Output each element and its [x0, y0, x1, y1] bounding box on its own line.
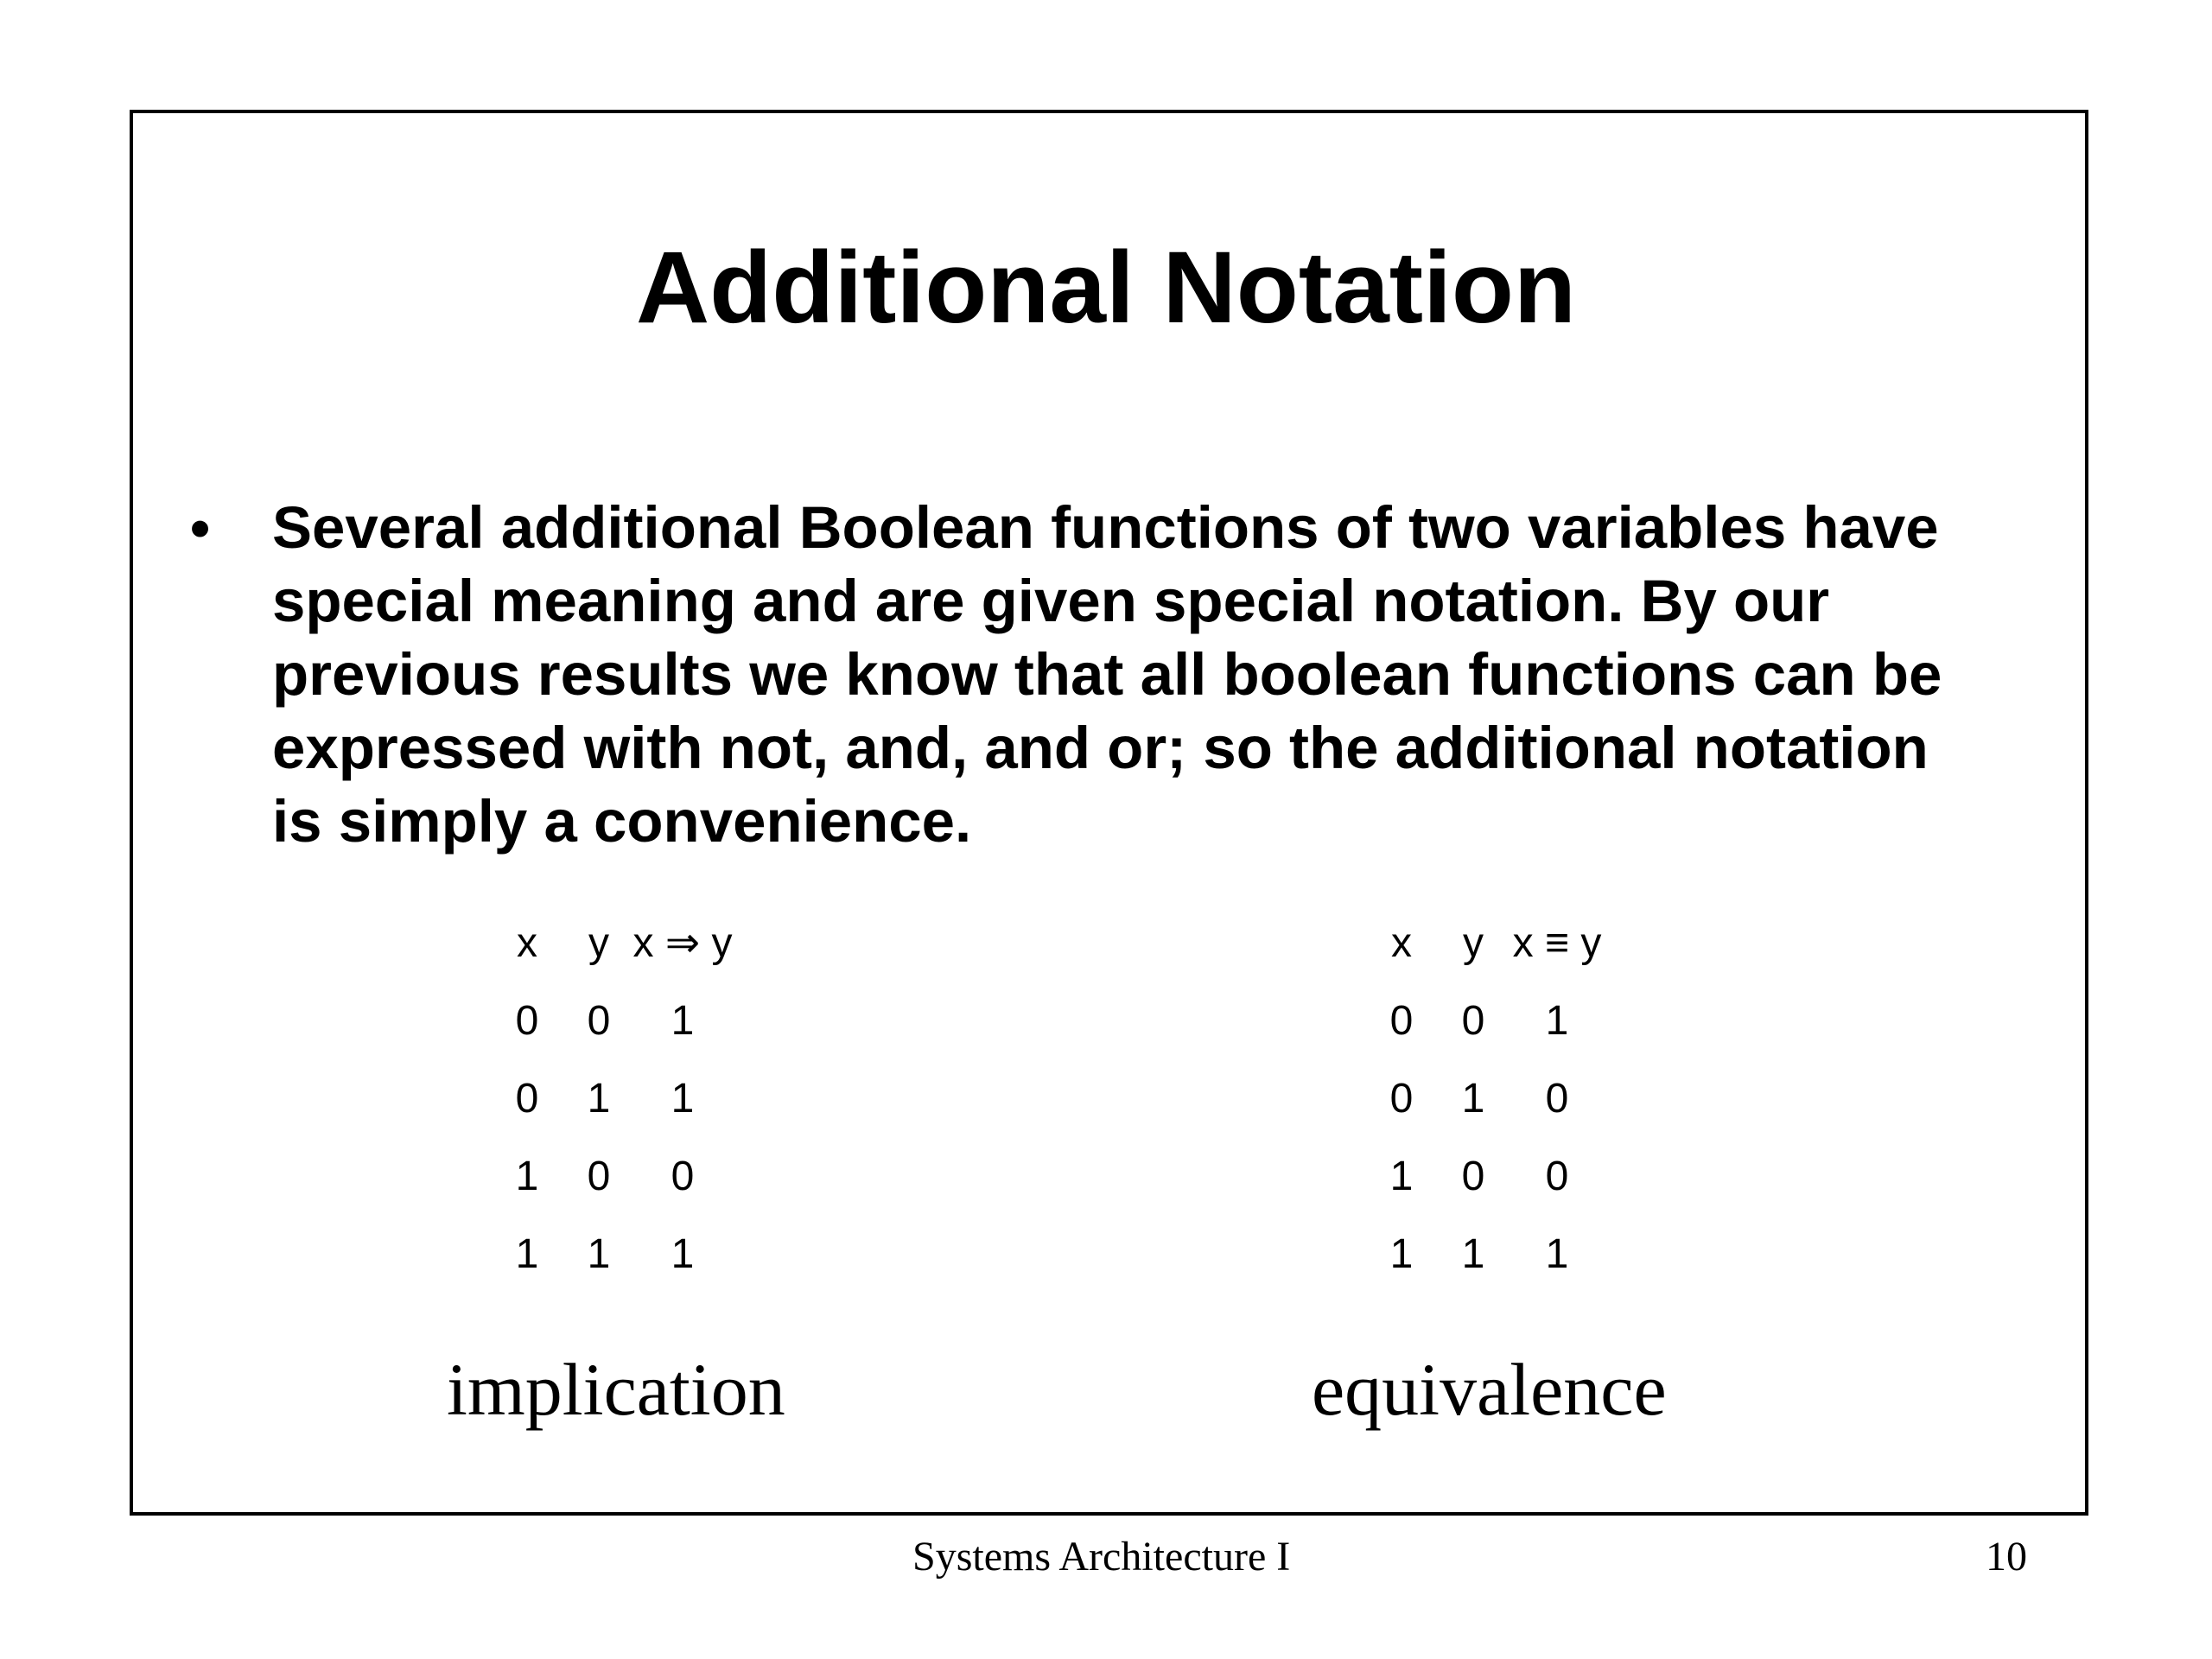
header-function: x ⇒ y [632, 920, 733, 966]
header-y: y [1463, 920, 1484, 966]
cell-function: 1 [1545, 998, 1569, 1044]
cell-y: 1 [587, 1076, 611, 1122]
table-row [1380, 1078, 1726, 1130]
table-row [505, 1078, 851, 1130]
page-number: 10 [1986, 1534, 2027, 1580]
cell-function: 0 [1545, 1154, 1569, 1199]
bullet-text: Several additional Boolean functions of two variables have special meaning and are given special notation. By our previous results we know that all boolean functions can be expressed with not, and, and or; so the additional notation is simply a convenience. [272, 494, 1942, 855]
cell-y: 0 [587, 1154, 611, 1199]
table-row [505, 1156, 851, 1208]
cell-y: 0 [1461, 998, 1485, 1044]
cell-function: 0 [1545, 1076, 1569, 1122]
footer-course-title: Systems Architecture I [912, 1534, 1291, 1580]
cell-x: 0 [1389, 998, 1414, 1044]
table-row [1380, 1231, 1726, 1286]
cell-x: 1 [515, 1231, 539, 1277]
cell-x: 0 [515, 998, 539, 1044]
cell-y: 1 [587, 1231, 611, 1277]
cell-function: 1 [671, 998, 695, 1044]
table-row [1380, 998, 1726, 1052]
cell-y: 1 [1461, 1231, 1485, 1277]
slide-title: Additional Notation [635, 231, 1577, 345]
cell-function: 0 [671, 1154, 695, 1199]
header-y: y [588, 920, 609, 966]
cell-function: 1 [1545, 1231, 1569, 1277]
implication-caption: implication [447, 1348, 785, 1431]
table-row [1380, 1156, 1726, 1208]
equivalence-truth-table [1380, 920, 1726, 1286]
cell-function: 1 [671, 1076, 695, 1122]
cell-y: 0 [587, 998, 611, 1044]
header-function: x ≡ y [1512, 920, 1602, 966]
table-header-row [1380, 920, 1726, 975]
table-row [505, 998, 851, 1052]
cell-x: 0 [1389, 1076, 1414, 1122]
cell-x: 1 [515, 1154, 539, 1199]
cell-y: 1 [1461, 1076, 1485, 1122]
cell-function: 1 [671, 1231, 695, 1277]
cell-y: 0 [1461, 1154, 1485, 1199]
bullet-marker: • [190, 496, 211, 560]
cell-x: 1 [1389, 1231, 1414, 1277]
cell-x: 1 [1389, 1154, 1414, 1199]
cell-x: 0 [515, 1076, 539, 1122]
implication-truth-table [505, 920, 851, 1286]
table-row [505, 1231, 851, 1286]
equivalence-caption: equivalence [1312, 1348, 1667, 1431]
header-x: x [517, 920, 537, 966]
header-x: x [1391, 920, 1412, 966]
table-header-row [505, 920, 851, 975]
